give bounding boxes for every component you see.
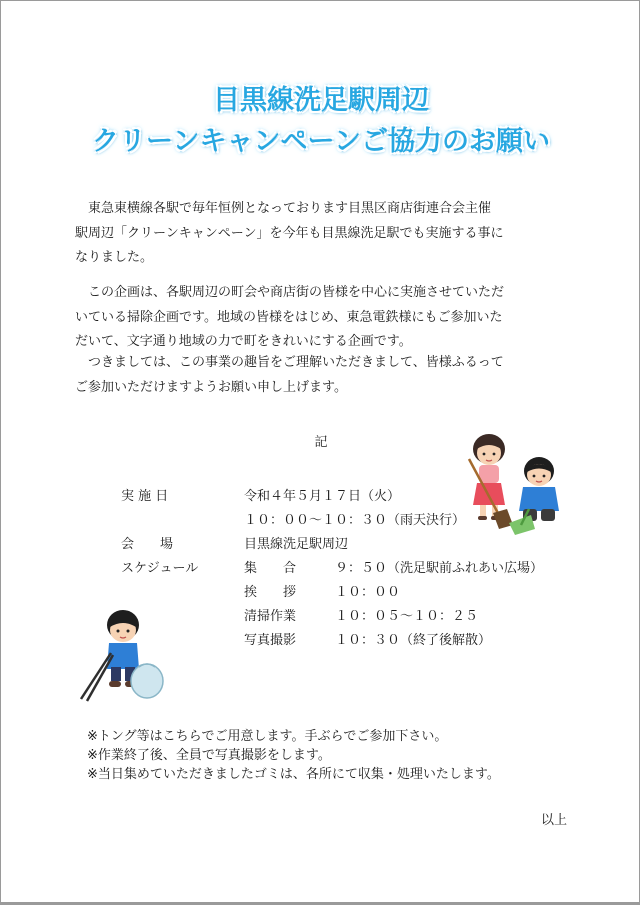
venue-value: 目黒線洗足駅周辺 [244, 537, 349, 552]
ki-heading: 記 [314, 435, 328, 450]
schedule-time: １０：００ [335, 585, 401, 600]
boy-picking-trash-illustration [75, 603, 165, 707]
schedule-item: 清掃作業 [244, 609, 297, 624]
schedule-label: スケジュール [121, 561, 199, 576]
title-line-2: クリーンキャンペーンご協力のお願い [92, 126, 550, 157]
intro-paragraph-1 [75, 197, 567, 271]
date-label: 実 施 日 [121, 489, 169, 504]
schedule-item: 写真撮影 [244, 633, 297, 648]
para2-line-2: いている掃除企画です。地域の皆様をはじめ、東急電鉄様にもご参加いた [75, 309, 503, 325]
note-item: ※当日集めていただきましたゴミは、各所にて収集・処理いたします。 [87, 767, 500, 782]
schedule-time: １０：３０（終了後解散） [335, 633, 492, 648]
notes-list [87, 727, 500, 784]
note-item: ※トング等はこちらでご用意します。手ぶらでご参加下さい。 [87, 729, 448, 744]
venue-label: 会 場 [121, 537, 174, 552]
time-value: １０：００～１０：３０（雨天決行） [244, 513, 466, 528]
date-value: 令和４年５月１７日（火） [244, 489, 401, 504]
para3-line-2: ご参加いただけますようお願い申し上げます。 [75, 379, 347, 395]
intro-paragraph-2 [75, 281, 567, 355]
para1-line-3: なりました。 [75, 250, 154, 265]
para2-line-1: この企画は、各駅周辺の町会や商店街の皆様を中心に実施させていただ [88, 285, 505, 300]
para1-line-2: 駅周辺「クリーンキャンペーン」を今年も目黒線洗足駅でも実施する事に [75, 225, 504, 241]
schedule-item: 挨 拶 [244, 585, 297, 600]
children-sweeping-illustration [459, 429, 575, 541]
intro-paragraph-3 [75, 351, 567, 400]
para1-line-1: 東急東横線各駅で毎年恒例となっております目黒区商店街連合会主催 [88, 201, 492, 216]
schedule-item: 集 合 [244, 561, 297, 576]
para2-line-3: だいて、文字通り地域の力で町をきれいにする企画です。 [75, 334, 412, 349]
para3-line-1: つきましては、この事業の趣旨をご理解いただきまして、皆様ふるって [88, 355, 504, 370]
schedule-time: ９：５０（洗足駅前ふれあい広場） [335, 561, 544, 576]
closing-text: 以上 [541, 813, 568, 828]
title-line-1: 目黒線洗足駅周辺 [213, 85, 429, 116]
schedule-time: １０：０５～１０：２５ [335, 609, 479, 624]
note-item: ※作業終了後、全員で写真撮影をします。 [87, 748, 331, 763]
